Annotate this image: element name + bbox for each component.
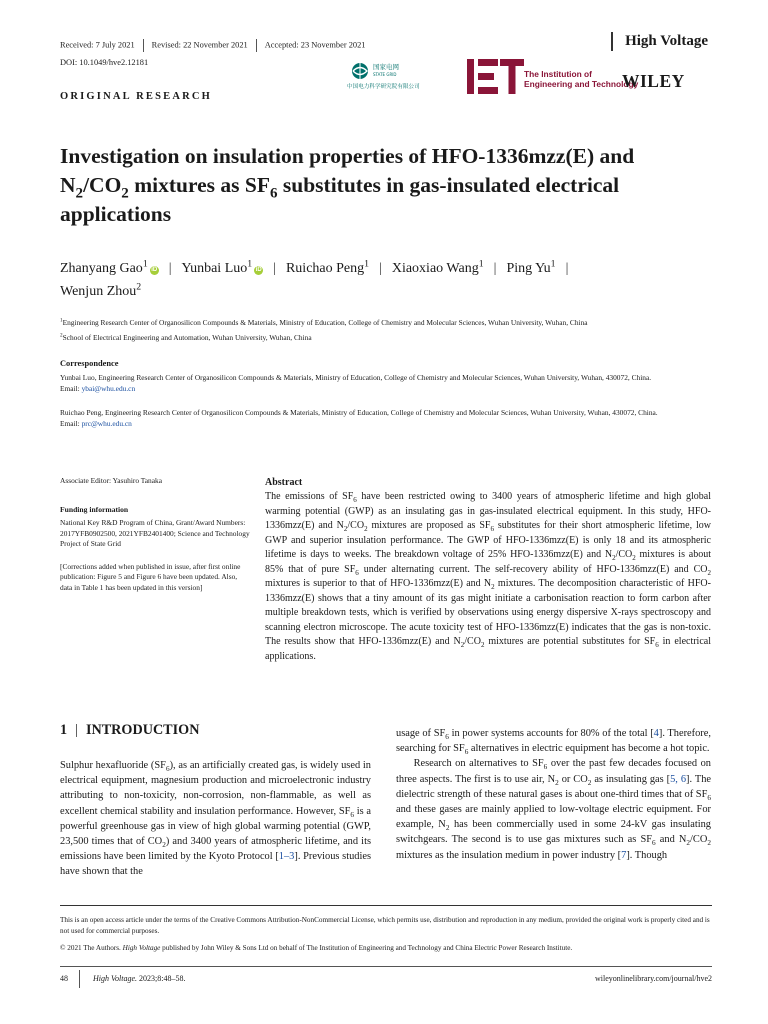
author-separator: | <box>379 261 382 276</box>
section-heading: 1 | INTRODUCTION <box>60 722 200 738</box>
journal-divider <box>611 32 613 51</box>
author-separator: | <box>565 261 569 276</box>
cepri-name: 中国电力科学研究院有限公司 <box>347 84 420 90</box>
author[interactable]: Xiaoxiao Wang$^1$ <box>391 258 484 276</box>
affiliation: $^2$School of Electrical Engineering and Automation, Wuhan University, Wuhan, China <box>60 332 312 342</box>
body-text-column-1: Sulphur hexafluoride $(SF_6)$, as an artificially created gas, is widely used in electrical equipment, magnesium production and microelectronic industry attributing to non-toxicity, non-corrosion, non-flammable, as well as excellent chemical stability and insulation performance. However, $SF_6$ is a powerful greenhouse gas in view of high global warming potential (GWP, 23,500 times that of $CO_2$) and 3400 years of atmospheric lifetime, and its emissions have been limited by the Kyoto Protocol [1–3]. Previous studies have shown that the <box>60 760 372 878</box>
state-grid-logo <box>347 60 462 92</box>
wiley-logo: WILEY <box>622 71 685 91</box>
abstract-title: Abstract <box>265 477 303 488</box>
journal-name: High Voltage <box>625 33 708 49</box>
publication-dates <box>60 39 365 52</box>
journal-url[interactable]: wileyonlinelibrary.com/journal/hve2 <box>594 974 712 983</box>
affiliation: $^1$Engineering Research Center of Organosilicon Compounds & Materials, Ministry of Education, College of Chemistry and Molecular Sciences, Wuhan University, Wuhan, China <box>60 317 588 327</box>
author-separator: | <box>493 261 497 276</box>
iet-logo <box>467 59 527 94</box>
correspondence-entry: Yunbai Luo, Engineering Research Center of Organosilicon Compounds & Materials, Ministry of Education, College of Chemistry and Molecular Sciences, Wuhan University, Wuhan, 430072, China. Email: ybai@whu.edu.cn <box>60 373 652 393</box>
license-divider <box>60 905 712 906</box>
accepted-date: Accepted: 23 November 2021 <box>264 40 366 50</box>
author[interactable]: Yunbai Luo$^1$iD <box>181 258 262 276</box>
iet-name-line2: Engineering and Technology <box>524 78 639 89</box>
footer-separator <box>79 970 80 988</box>
author[interactable]: Ping Yu$^1$ <box>506 258 556 276</box>
doi[interactable]: DOI: 10.1049/hve2.12181 <box>60 58 149 67</box>
iet-name-line1: The Institution of <box>524 69 592 79</box>
funding-title: Funding information <box>60 504 129 514</box>
correspondence-entry: Ruichao Peng, Engineering Research Center of Organosilicon Compounds & Materials, Ministry of Education, College of Chemistry and Molecular Sciences, Wuhan University, Wuhan, 430072, China. Email: prc@whu.edu.cn <box>60 408 658 428</box>
received-date: Received: 7 July 2021 <box>60 40 135 50</box>
article-title <box>60 142 720 229</box>
orcid-icon[interactable]: iD <box>255 267 262 273</box>
abstract-text: The emissions of $SF_6$ have been restricted owing to 3400 years of atmospheric lifetime and high global warming potential (GWP) as an insulating gas in gas-insulated electrical equipment. In this study, HFO-1336mzz(E) and $N_2/CO_2$ mixtures are proposed as $SF_6$ substitutes for their short atmospheric lifetime, low GWP and superior insulation performance. The GWP of HFO-1336mzz(E) is only 18 and its atmospheric lifetime is days to weeks. The breakdown voltage of 25% HFO-1336mzz(E) and $N_2/CO_2$ mixtures is about 85% that of pure $SF_6$ under alternating current. The self-recovery ability of HFO-1336mzz(E) and $CO_2$ mixtures is superior to that of HFO-1336mzz(E) and $N_2$ mixtures. The decomposition characteristic of HFO-1336mzz(E) shows that a tiny amount of its gas might initiate a carbonisation reaction to form carbon after multiple breakdown tests, which is verified by observations using energy dispersive X-rays spectroscopy and scanning electron microscope. The acute toxicity test of HFO-1336mzz(E) indicates that the gas is non-toxic. The results show that HFO-1336mzz(E) and $N_2/CO_2$ mixtures are potential substitutes for $SF_6$ in electrical applications. <box>265 491 711 662</box>
author[interactable]: Wenjun Zhou$^2$ <box>60 281 142 299</box>
state-grid-cn: 国家电网 <box>373 63 399 71</box>
title-line-3: applications <box>60 202 172 226</box>
email-link[interactable]: ybai@whu.edu.cn <box>81 383 136 393</box>
citation: High Voltage. 2023;8:48–58. <box>93 974 186 983</box>
title-line-1: Investigation on insulation properties of HFO-1336mzz(E) and <box>60 144 635 168</box>
author-separator: | <box>168 261 172 276</box>
revised-date: Revised: 22 November 2021 <box>151 40 248 50</box>
license-text: This is an open access article under the terms of the Creative Commons Attribution-NonCommercial License, which permits use, distribution and reproduction in any medium, provided the original work is properly cited and is not used for commercial purposes. <box>60 916 710 935</box>
state-grid-en: STATE GRID <box>373 72 397 77</box>
author[interactable]: Zhanyang Gao$^1$iD <box>60 258 158 276</box>
orcid-icon[interactable]: iD <box>151 267 158 273</box>
email-link[interactable]: prc@whu.edu.cn <box>81 418 132 428</box>
copyright: © 2021 The Authors. High Voltage published by John Wiley & Sons Ltd on behalf of The Institution of Engineering and Technology and China Electric Power Research Institute. <box>60 944 573 952</box>
article-sidebar <box>60 476 250 593</box>
title-line-2: $N_2/CO_2$ mixtures as $SF_6$ substitutes in gas-insulated electrical <box>60 173 620 202</box>
author[interactable]: Ruichao Peng$^1$ <box>285 258 370 276</box>
page-number: 48 <box>60 974 68 983</box>
author-list <box>60 257 720 303</box>
section-label: ORIGINAL RESEARCH <box>60 91 213 102</box>
footer-divider <box>60 966 712 967</box>
correction-note: [Corrections added when published in issue, after first online publication: Figure 5 and Figure 6 have been updated. Also, data in Table 1 has been updated in this version] <box>60 561 241 592</box>
associate-editor: Associate Editor: Yasuhiro Tanaka <box>60 476 162 485</box>
body-text-column-2: usage of $SF_6$ in power systems accounts for 80% of the total [4]. Therefore, searching for $SF_6$ alternatives in electric equipment has become a hot topic. Research on alternatives to $SF_6$ over the past few decades focused on three aspects. The first is to use air, $N_2$ or $CO_2$ as insulating gas [5, 6]. The dielectric strength of these natural gases is about one-third times that of $SF_6$ and these gases are mainly applied to low-voltage electric equipment. For example, $N_2$ has been commercially used in some 24-kV gas insulating switchgears. The second is to use gas mixtures such as $SF_6$ and $N_2/CO_2$ mixtures as the insulation medium in power industry [7]. Though <box>396 728 712 861</box>
author-separator: | <box>273 261 276 276</box>
funding-text: National Key R&D Program of China, Grant/Award Numbers: 2017YFB0902500, 2021YFB2401400; Science and Technology Project of State Grid <box>60 518 250 548</box>
correspondence-title: Correspondence <box>60 359 119 368</box>
